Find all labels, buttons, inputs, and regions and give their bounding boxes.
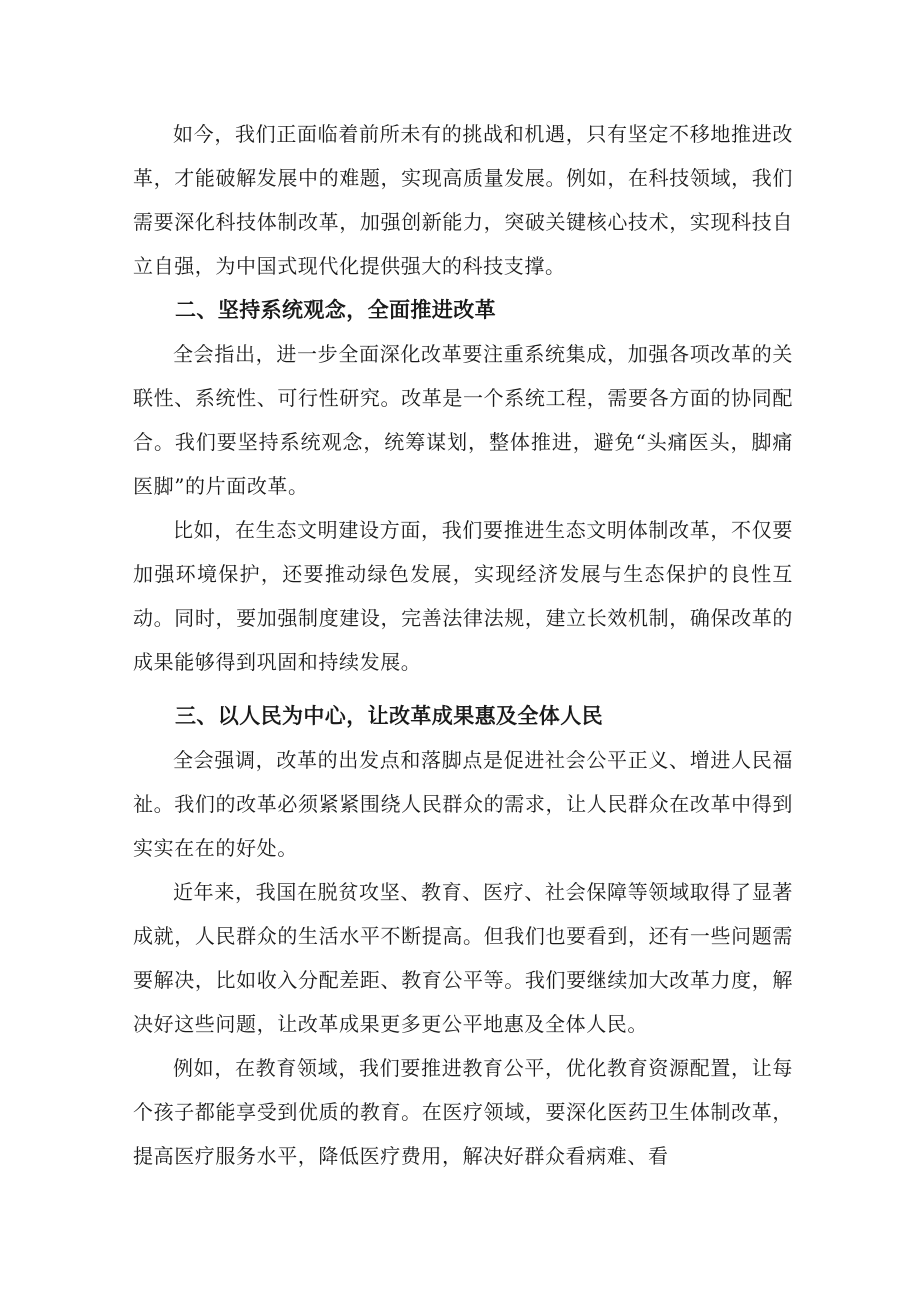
paragraph: 例如，在教育领域，我们要推进教育公平，优化教育资源配置，让每个孩子都能享受到优质的教育。在医疗领域，要深化医药卫生体制改革，提高医疗服务水平，降低医疗费用，解决好群众看病难、看 (133, 1056, 793, 1168)
paragraph: 全会指出，进一步全面深化改革要注重系统集成，加强各项改革的关联性、系统性、可行性研究。改革是一个系统工程，需要各方面的协同配合。我们要坚持系统观念，统筹谋划，整体推进，避免“头痛医头，脚痛医脚”的片面改革。 (133, 342, 793, 498)
section-heading: 二、坚持系统观念，全面推进改革 (175, 298, 496, 322)
paragraph: 如今，我们正面临着前所未有的挑战和机遇，只有坚定不移地推进改革，才能破解发展中的难题，实现高质量发展。例如，在科技领域，我们需要深化科技体制改革，加强创新能力，突破关键核心技术，实现科技自立自强，为中国式现代化提供强大的科技支撑。 (133, 122, 793, 278)
document-body (133, 112, 793, 1178)
paragraph: 近年来，我国在脱贫攻坚、教育、医疗、社会保障等领域取得了显著成就，人民群众的生活水平不断提高。但我们也要看到，还有一些问题需要解决，比如收入分配差距、教育公平等。我们要继续加大改革力度，解决好这些问题，让改革成果更多更公平地惠及全体人民。 (133, 880, 793, 1036)
paragraph: 比如，在生态文明建设方面，我们要推进生态文明体制改革，不仅要加强环境保护，还要推动绿色发展，实现经济发展与生态保护的良性互动。同时，要加强制度建设，完善法律法规，建立长效机制，确保改革的成果能够得到巩固和持续发展。 (133, 518, 793, 674)
paragraph: 全会强调，改革的出发点和落脚点是促进社会公平正义、增进人民福祉。我们的改革必须紧紧围绕人民群众的需求，让人民群众在改革中得到实实在在的好处。 (133, 748, 793, 860)
section-heading: 三、以人民为中心，让改革成果惠及全体人民 (175, 704, 603, 728)
